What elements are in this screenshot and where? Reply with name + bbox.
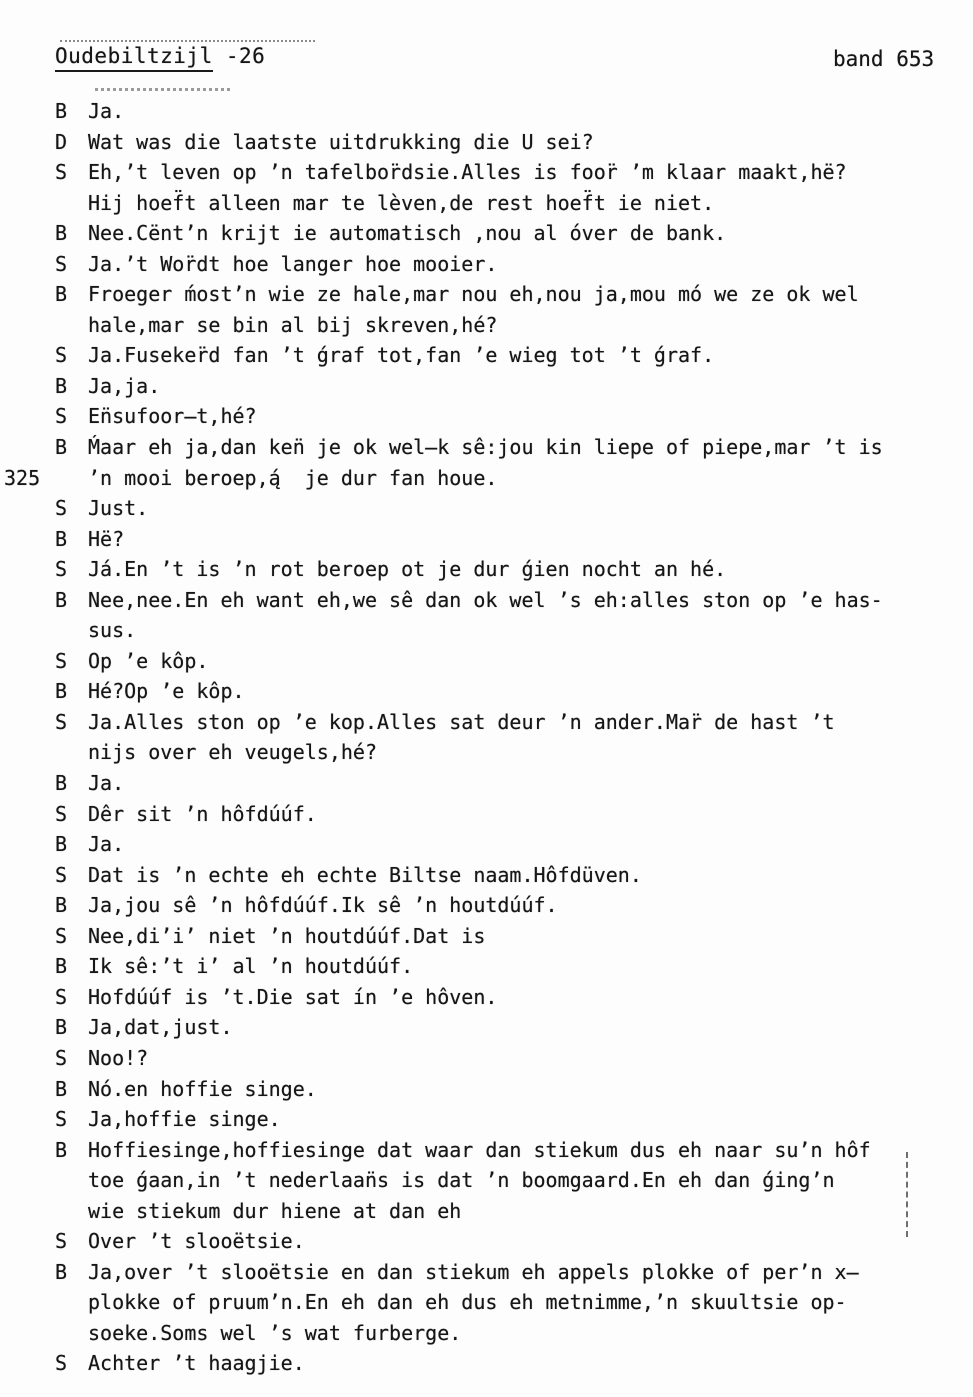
speaker-label: S bbox=[55, 343, 68, 368]
line-text: Froeger ḿost’n wie ze hale,mar nou eh,nou ja,mou mó we ze ok wel bbox=[88, 282, 859, 307]
speaker-label: B bbox=[55, 1015, 68, 1040]
transcript-line bbox=[55, 676, 935, 707]
transcript-line bbox=[55, 1318, 935, 1349]
transcript-line bbox=[55, 646, 935, 677]
speaker-label: B bbox=[55, 1259, 68, 1284]
transcript-line bbox=[55, 707, 935, 738]
transcript-line bbox=[55, 279, 935, 310]
transcript-line bbox=[55, 524, 935, 555]
line-text: Op ’e kôp. bbox=[88, 648, 209, 673]
transcript-line bbox=[55, 890, 935, 921]
line-text: Ja.’t Wor̈dt hoe langer hoe mooier. bbox=[88, 251, 498, 276]
line-text: Ja,ja. bbox=[88, 373, 161, 398]
speaker-label: S bbox=[55, 1107, 68, 1132]
speaker-label: S bbox=[55, 1229, 68, 1254]
line-text: Wat was die laatste uitdrukking die U sei? bbox=[88, 129, 594, 154]
transcript-line bbox=[55, 799, 935, 830]
transcript-line bbox=[55, 1104, 935, 1135]
transcript-line bbox=[55, 982, 935, 1013]
line-text: Over ’t slooëtsie. bbox=[88, 1229, 305, 1254]
speaker-label: B bbox=[55, 526, 68, 551]
scan-artifact-dotted-line-top bbox=[60, 40, 315, 42]
line-text: Dat is ’n echte eh echte Biltse naam.Hôfdüven. bbox=[88, 862, 642, 887]
speaker-label: B bbox=[55, 435, 68, 460]
line-text: wie stiekum dur hiene at dan eh bbox=[88, 1198, 462, 1223]
line-text: Nó.en hoffie singe. bbox=[88, 1076, 317, 1101]
speaker-label: B bbox=[55, 373, 68, 398]
transcript-line bbox=[55, 1287, 935, 1318]
transcript bbox=[4, 96, 935, 1379]
speaker-label: B bbox=[55, 832, 68, 857]
transcript-line bbox=[55, 188, 935, 219]
line-text: Hij hoef̈t alleen mar te lèven,de rest hoef̈t ie niet. bbox=[88, 190, 715, 215]
speaker-label: S bbox=[55, 862, 68, 887]
transcript-line bbox=[55, 1165, 935, 1196]
speaker-label: S bbox=[55, 251, 68, 276]
line-text: Ja. bbox=[88, 832, 125, 857]
line-text: nijs over eh veugels,hé? bbox=[88, 740, 377, 765]
transcript-line bbox=[55, 96, 935, 127]
transcript-line bbox=[55, 249, 935, 280]
speaker-label: B bbox=[55, 282, 68, 307]
line-text: Ja,over ’t slooëtsie en dan stiekum eh appels plokke of per’n x̶ bbox=[88, 1259, 859, 1284]
speaker-label: S bbox=[55, 557, 68, 582]
speaker-label: S bbox=[55, 923, 68, 948]
transcript-line bbox=[55, 218, 935, 249]
line-text: Ik sê:’t i’ al ’n houtdúúf. bbox=[88, 954, 414, 979]
line-text: Hé?Op ’e kôp. bbox=[88, 679, 245, 704]
speaker-label: B bbox=[55, 954, 68, 979]
speaker-label: B bbox=[55, 587, 68, 612]
transcript-line bbox=[55, 310, 935, 341]
line-text: Ja,hoffie singe. bbox=[88, 1107, 281, 1132]
line-text: Hofdúúf is ’t.Die sat ín ’e hôven. bbox=[88, 984, 498, 1009]
transcript-line bbox=[55, 493, 935, 524]
line-text: Hë? bbox=[88, 526, 125, 551]
line-text: Já.En ’t is ’n rot beroep ot je dur ǵien nocht an hé. bbox=[88, 557, 727, 582]
line-text: Hoffiesinge,hoffiesinge dat waar dan stiekum dus eh naar su’n hôf bbox=[88, 1137, 871, 1162]
speaker-label: B bbox=[55, 1137, 68, 1162]
scan-artifact-margin-dashed-line bbox=[906, 1152, 908, 1237]
line-text: Nee,di’i’ niet ’n houtdúúf.Dat is bbox=[88, 923, 486, 948]
scan-artifact-dotted-line-under-title bbox=[95, 88, 230, 91]
transcript-line bbox=[55, 1196, 935, 1227]
speaker-label: D bbox=[55, 129, 68, 154]
transcript-line bbox=[55, 1257, 935, 1288]
transcript-line bbox=[55, 1043, 935, 1074]
speaker-label: S bbox=[55, 1045, 68, 1070]
line-text: Ja,dat,just. bbox=[88, 1015, 233, 1040]
line-text: Noo!? bbox=[88, 1045, 149, 1070]
transcript-line bbox=[55, 554, 935, 585]
transcript-line bbox=[55, 737, 935, 768]
page-title bbox=[55, 44, 265, 68]
transcript-line bbox=[55, 921, 935, 952]
speaker-label: S bbox=[55, 404, 68, 429]
speaker-label: B bbox=[55, 771, 68, 796]
speaker-label: S bbox=[55, 160, 68, 185]
line-text: ’n mooi beroep,ą́ je dur fan houe. bbox=[88, 465, 498, 490]
line-text: Nee.Cënt’n krijt ie automatisch ,nou al óver de bank. bbox=[88, 221, 727, 246]
speaker-label: S bbox=[55, 496, 68, 521]
transcript-line bbox=[4, 463, 935, 494]
transcript-line bbox=[55, 127, 935, 158]
line-text: Nee,nee.En eh want eh,we sê dan ok wel ’s eh:alles ston op ’e has- bbox=[88, 587, 883, 612]
line-text: sus. bbox=[88, 618, 137, 643]
transcript-line bbox=[55, 1074, 935, 1105]
speaker-label: B bbox=[55, 99, 68, 123]
margin-line-number: 325 bbox=[4, 465, 41, 490]
transcript-line bbox=[55, 768, 935, 799]
transcript-line bbox=[55, 401, 935, 432]
line-text: Ja. bbox=[88, 771, 125, 796]
speaker-label: B bbox=[55, 221, 68, 246]
transcript-line bbox=[55, 829, 935, 860]
line-text: hale,mar se bin al bij skreven,hé? bbox=[88, 312, 498, 337]
transcript-line bbox=[55, 1012, 935, 1043]
page-title-location: Oudebiltzijl bbox=[55, 44, 213, 72]
speaker-label: S bbox=[55, 984, 68, 1009]
speaker-label: B bbox=[55, 893, 68, 918]
transcript-line bbox=[55, 860, 935, 891]
line-text: Ja.Alles ston op ’e kop.Alles sat deur ’n ander.Mar̈ de hast ’t bbox=[88, 709, 835, 734]
transcript-line bbox=[55, 1135, 935, 1166]
transcript-line bbox=[55, 340, 935, 371]
line-text: Dêr sit ’n hôfdúúf. bbox=[88, 801, 317, 826]
line-text: Just. bbox=[88, 496, 149, 521]
band-number-label: band 653 bbox=[833, 47, 935, 71]
line-text: toe ǵaan,in ’t nederlaan̈s is dat ’n boomgaard.En eh dan ǵing’n bbox=[88, 1168, 835, 1193]
line-text: Achter ’t haagjie. bbox=[88, 1351, 305, 1376]
line-text: En̈sufoor̶t,hé? bbox=[88, 404, 257, 429]
transcript-line bbox=[55, 157, 935, 188]
line-text: Ja.Fuseker̈d fan ’t ǵraf tot,fan ’e wieg tot ’t ǵraf. bbox=[88, 343, 715, 368]
line-text: Ḿaar eh ja,dan ken̈ je ok wel̶k sê:jou kin liepe of piepe,mar ’t is bbox=[88, 435, 883, 460]
transcript-line bbox=[55, 585, 935, 616]
speaker-label: S bbox=[55, 709, 68, 734]
line-text: Ja. bbox=[88, 99, 125, 123]
transcript-line bbox=[55, 615, 935, 646]
speaker-label: B bbox=[55, 679, 68, 704]
speaker-label: S bbox=[55, 1351, 68, 1376]
transcript-line bbox=[55, 1348, 935, 1379]
line-text: Eh,’t leven op ’n tafelbor̈dsie.Alles is foor̈ ’m klaar maakt,hë? bbox=[88, 160, 847, 185]
speaker-label: B bbox=[55, 1076, 68, 1101]
transcript-line bbox=[55, 1226, 935, 1257]
speaker-label: S bbox=[55, 801, 68, 826]
page-title-number: -26 bbox=[212, 44, 266, 68]
line-text: Ja,jou sê ’n hôfdúúf.Ik sê ’n houtdúúf. bbox=[88, 893, 558, 918]
line-text: soeke.Soms wel ’s wat furberge. bbox=[88, 1320, 462, 1345]
transcript-line bbox=[55, 951, 935, 982]
line-text: plokke of pruum’n.En eh dan eh dus eh metnimme,’n skuultsie op- bbox=[88, 1290, 847, 1315]
transcript-line bbox=[55, 371, 935, 402]
speaker-label: S bbox=[55, 648, 68, 673]
transcript-line bbox=[55, 432, 935, 463]
